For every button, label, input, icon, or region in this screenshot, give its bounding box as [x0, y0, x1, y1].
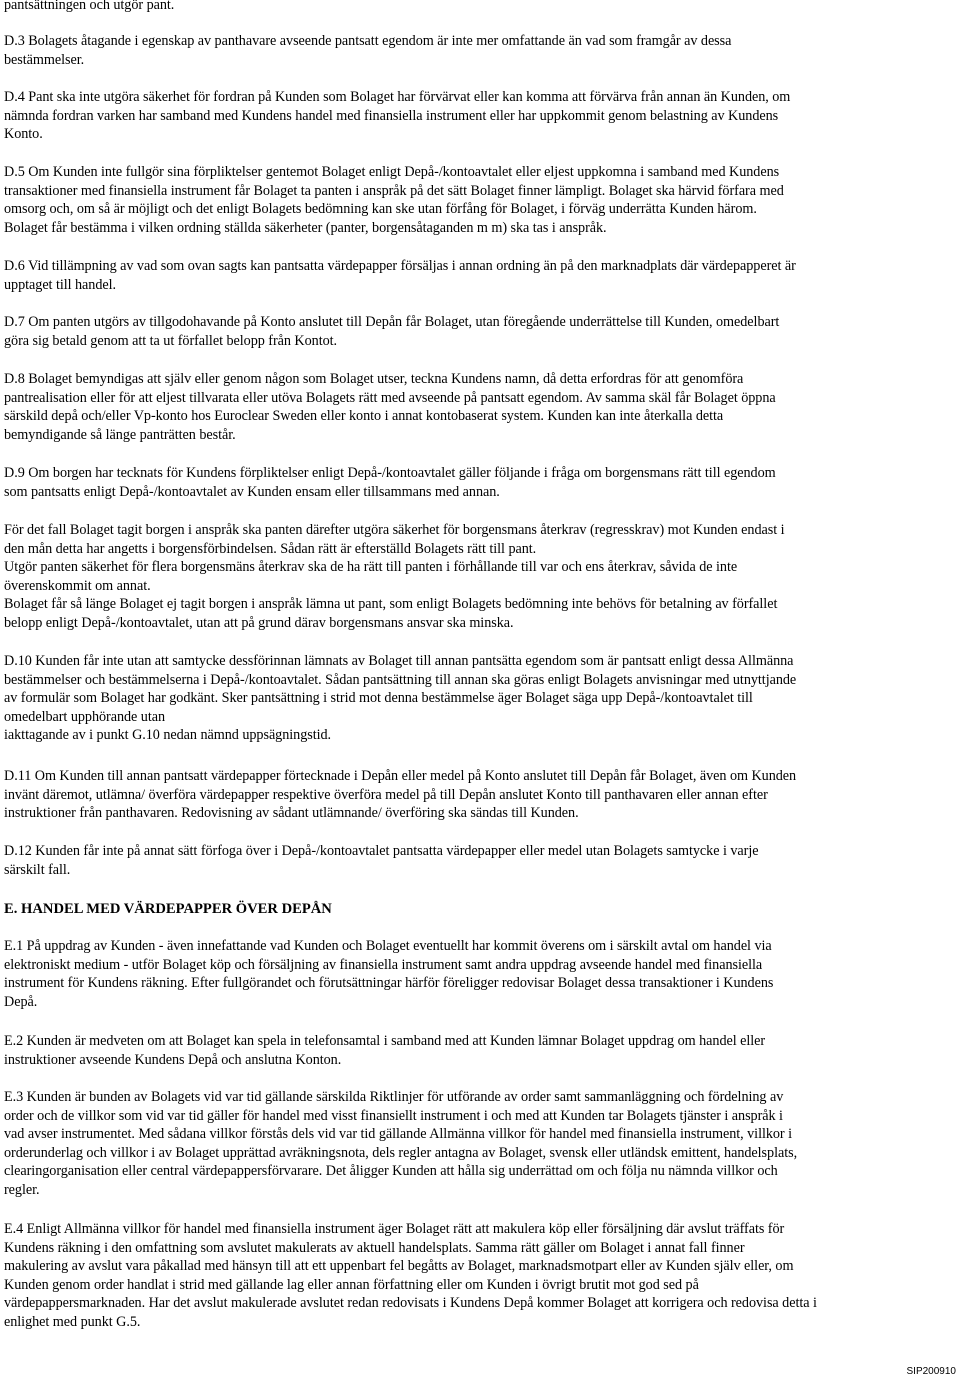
clause-d10: D.10 Kunden får inte utan att samtycke dessförinnan lämnats av Bolaget till annan pantsätta egendom som är pantsatt enligt dessa Allmänna bestämmelser och bestämmelserna i Depå-/kontoavtalet. Sådan pantsättning till annan ska göras enligt Bolagets anvisningar med utnyttjande av formulär som Bolaget har godkänt. Sker pantsättning i strid mot denna bestämmelse äger Bolaget säga upp Depå-/kontoavtalet till omedelbart upphörande utan iakttagande av i punkt G.10 nedan nämnd uppsägningstid. [4, 653, 797, 743]
clause-d8: D.8 Bolaget bemyndigas att själv eller genom någon som Bolaget utser, teckna Kundens namn, då detta erfordras för att genomföra pantrealisation eller för att eljest tillvarata eller utöva Bolagets rätt med avseende på pantsatt egendom. Av samma skäl får Bolaget öppna särskild depå och/eller Vp-konto hos Euroclear Sweden eller konto i annat kontobaserat system. Kunden kan inte återkalla detta bemyndigande så länge panträtten består. [4, 371, 776, 443]
paragraph-continuation: pantsättningen och utgör pant. [4, 0, 175, 13]
clause-d9-continued: För det fall Bolaget tagit borgen i anspråk ska panten därefter utgöra säkerhet för borgensmans återkrav (regresskrav) mot Kunden endast i den mån detta har angetts i borgensförbindelsen. Sådan rätt är efterställd Bolagets rätt till pant. Utgör panten säkerhet för flera borgensmäns återkrav ska de ha rätt till panten i förhållande till var och ens återkrav, såvida de inte överenskommit om annat. Bolaget får så länge Bolaget ej tagit borgen i anspråk lämna ut pant, som enligt Bolagets bedömning inte behövs för betalning av förfallet belopp enligt Depå-/kontoavtalet, utan att på grund därav borgensmans ansvar ska minska. [4, 522, 785, 631]
clause-e2: E.2 Kunden är medveten om att Bolaget kan spela in telefonsamtal i samband med att Kunden lämnar Bolaget uppdrag om handel eller instruktioner avseende Kundens Depå och anslutna Konton. [4, 1033, 766, 1068]
clause-d6: D.6 Vid tillämpning av vad som ovan sagts kan pantsatta värdepapper försäljas i annan ordning än på den marknadplats där värdepapperet är upptaget till handel. [4, 258, 796, 293]
clause-e4: E.4 Enligt Allmänna villkor för handel med finansiella instrument äger Bolaget rätt att makulera köp eller försäljning där avslut träffats för Kundens räkning i den omfattning som avslutet makulerats av aktuell handelsplats. Samma rätt gäller om Bolaget i annat fall finner makulering av avslut vara påkallad med hänsyn till att ett uppenbart fel begåtts av Bolaget, marknadsmotpart eller av Kunden själv eller, om Kunden genom order handlat i strid med gällande lag eller annan författning eller om Kunden i övrigt brutit mot god sed på värdepappersmarknaden. Har det avslut makulerade avslutet redan redovisats i Kundens Depå kommer Bolaget att korrigera och redovisa detta i enlighet med punkt G.5. [4, 1221, 817, 1330]
clause-d12: D.12 Kunden får inte på annat sätt förfoga över i Depå-/kontoavtalet pantsatta värdepapper eller medel utan Bolagets samtycke i varje särskilt fall. [4, 843, 759, 878]
clause-d11: D.11 Om Kunden till annan pantsatt värdepapper förtecknade i Depån eller medel på Konto anslutet till Depån får Bolaget, även om Kunden invänt däremot, utlämna/ överföra värdepapper respektive överföra medel på till Depån anslutet Konto till panthavaren eller annan efter instruktioner från panthavaren. Redovisning av sådant utlämnande/ överföring ska sändas till Kunden. [4, 768, 797, 821]
section-heading-e: E. HANDEL MED VÄRDEPAPPER ÖVER DEPÅN [4, 901, 332, 917]
clause-d4: D.4 Pant ska inte utgöra säkerhet för fordran på Kunden som Bolaget har förvärvat eller kan komma att förvärva från annan än Kunden, om nämnda fordran varken har samband med Kundens handel med finansiella instrument eller har uppkommit genom belastning av Kundens Konto. [4, 89, 791, 142]
clause-d3: D.3 Bolagets åtagande i egenskap av panthavare avseende pantsatt egendom är inte mer omfattande än vad som framgår av dessa bestämmelser. [4, 33, 732, 68]
clause-d5: D.5 Om Kunden inte fullgör sina förpliktelser gentemot Bolaget enligt Depå-/kontoavtalet eller eljest uppkomna i samband med Kundens transaktioner med finansiella instrument får Bolaget ta panten i anspråk på det sätt Bolaget finner lämpligt. Bolaget ska härvid förfara med omsorg och, om så är möjligt och det enligt Bolagets bedömning kan ske utan förfång för Bolaget, i förväg underrätta Kunden härom. Bolaget får bestämma i vilken ordning ställda säkerheter (panter, borgensåtaganden m m) ska tas i anspråk. [4, 164, 784, 236]
clause-d7: D.7 Om panten utgörs av tillgodohavande på Konto anslutet till Depån får Bolaget, utan föregående underrättelse till Kunden, omedelbart göra sig betald genom att ta ut förfallet belopp från Kontot. [4, 314, 780, 349]
clause-d9: D.9 Om borgen har tecknats för Kundens förpliktelser enligt Depå-/kontoavtalet gäller följande i fråga om borgensmans rätt till egendom som pantsatts enligt Depå-/kontoavtalet av Kunden ensam eller tillsammans med annan. [4, 465, 776, 500]
clause-e3: E.3 Kunden är bunden av Bolagets vid var tid gällande särskilda Riktlinjer för utförande av order samt sammanläggning och fördelning av order och de villkor som vid var tid gäller för handel med visst finansiellt instrument i och med att Kunden tar Bolagets tjänster i anspråk i vad avser instrumentet. Med sådana villkor förstås dels vid var tid gällande Allmänna villkor för handel med finansiella instrument, villkor i orderunderlag och villkor i av Bolaget upprättad avräkningsnota, dels regler antagna av Bolaget, svensk eller utländsk emittent, handelsplats, clearingorganisation eller central värdepappersförvarare. Det åligger Kunden att hålla sig underrättad om och följa nu nämnda villkor och regler. [4, 1089, 798, 1198]
footer-document-code: SIP200910 [906, 1366, 956, 1377]
clause-e1: E.1 På uppdrag av Kunden - även innefattande vad Kunden och Bolaget eventuellt har kommit överens om i särskilt avtal om handel via elektroniskt medium - utför Bolaget köp och försäljning av finansiella instrument samt andra uppdrag avseende handel med finansiella instrument för Kundens räkning. Efter fullgörandet och förutsättningar härför föreligger redovisar Bolaget dessa transaktioner i Kundens Depå. [4, 938, 774, 1010]
